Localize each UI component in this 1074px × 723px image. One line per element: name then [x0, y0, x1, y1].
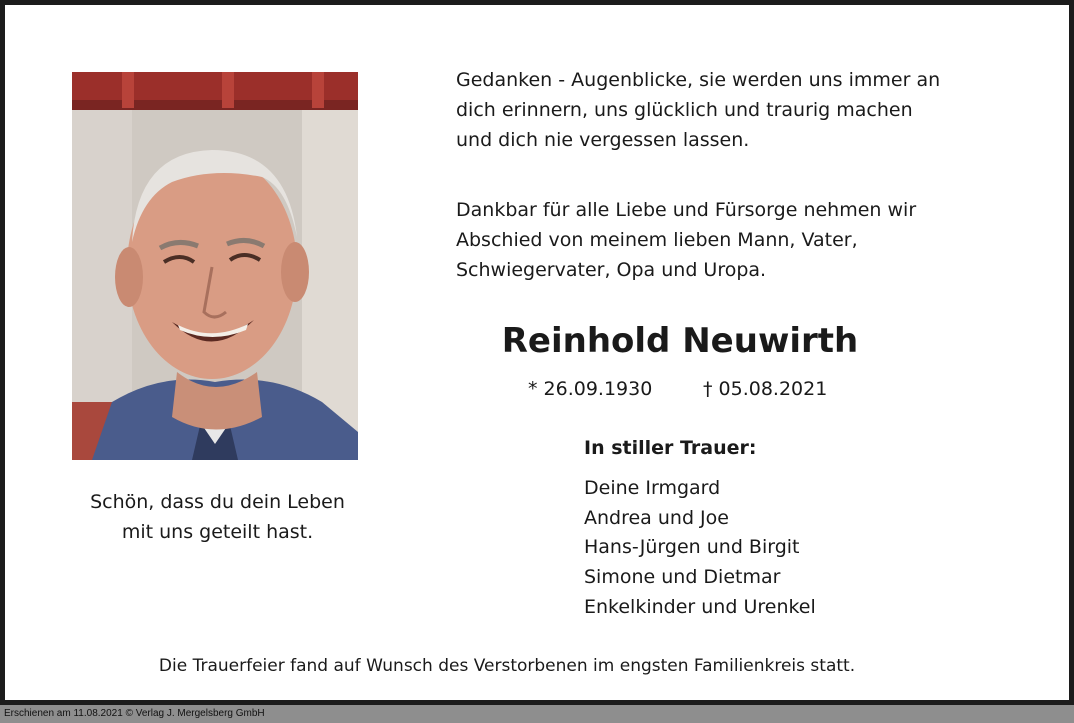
photo-caption: [45, 487, 390, 547]
funeral-notice: Die Trauerfeier fand auf Wunsch des Verstorbenen im engsten Familienkreis statt.: [158, 656, 856, 676]
birth-date: * 26.09.1930: [528, 378, 653, 400]
caption-line: Schön, dass du dein Leben: [90, 491, 345, 513]
mourning-title: In stiller Trauer:: [584, 437, 757, 459]
deceased-name: Reinhold Neuwirth: [501, 321, 859, 361]
mourner-item: Andrea und Joe: [584, 506, 729, 529]
farewell-line: Dankbar für alle Liebe und Fürsorge nehmen wir: [456, 199, 917, 221]
verse-line: dich erinnern, uns glücklich und traurig machen: [456, 99, 913, 121]
portrait-photo: [72, 72, 358, 460]
farewell-line: Schwiegervater, Opa und Uropa.: [456, 259, 767, 281]
mourner-item: Hans-Jürgen und Birgit: [584, 536, 800, 559]
caption-line: mit uns geteilt hast.: [121, 521, 314, 543]
mourner-item: Simone und Dietmar: [584, 566, 781, 589]
mourner-item: Enkelkinder und Urenkel: [584, 595, 816, 618]
publication-footer: Erschienen am 11.08.2021 © Verlag J. Mergelsberg GmbH: [0, 705, 1074, 723]
verse-line: und dich nie vergessen lassen.: [456, 129, 750, 151]
farewell-line: Abschied von meinem lieben Mann, Vater,: [456, 229, 858, 251]
mourner-item: Deine Irmgard: [584, 477, 721, 499]
mourners-list: [584, 474, 816, 623]
verse-paragraph: [456, 65, 940, 155]
death-date: † 05.08.2021: [703, 378, 828, 400]
portrait-image: [72, 72, 358, 460]
farewell-paragraph: [456, 195, 916, 285]
verse-line: Gedanken - Augenblicke, sie werden uns immer an: [456, 69, 941, 91]
